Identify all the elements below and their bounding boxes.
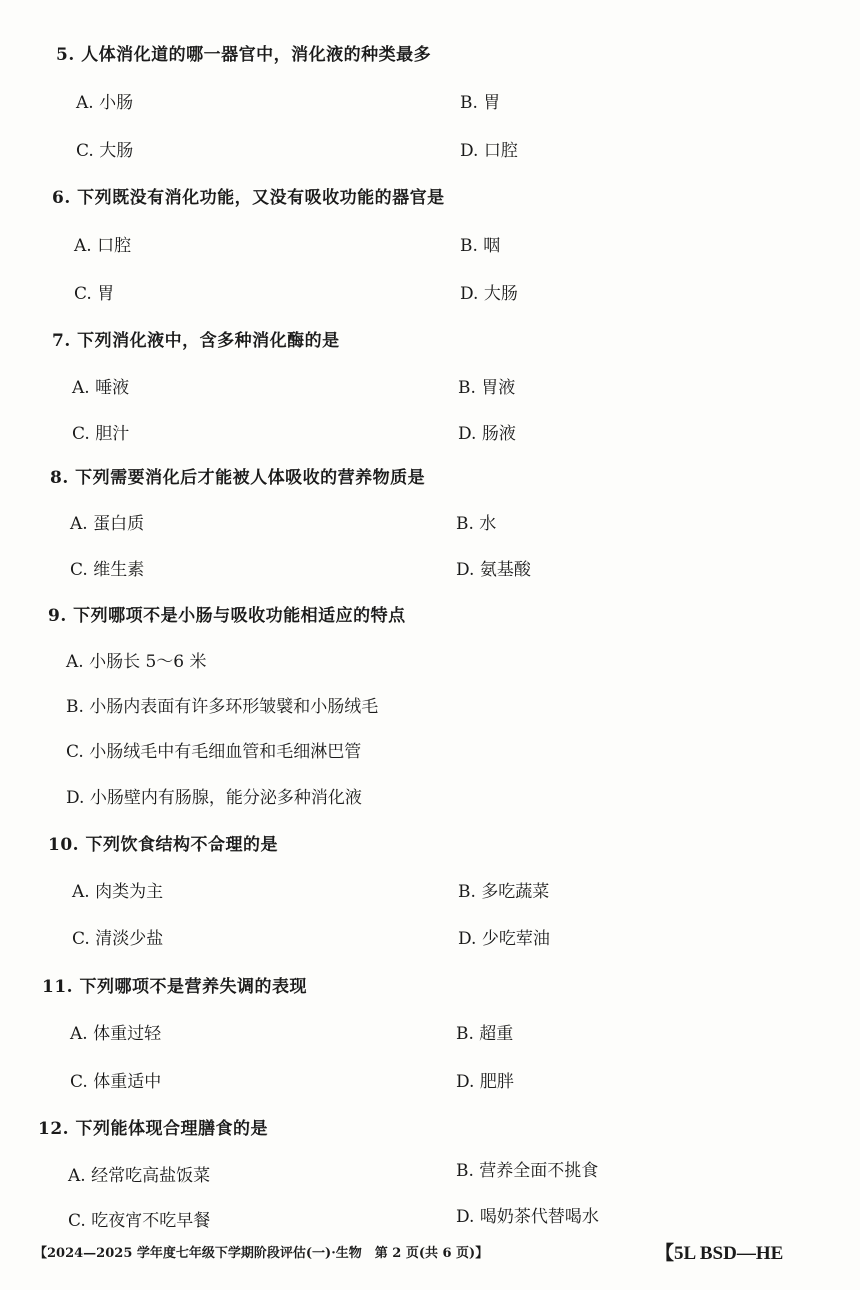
- question-8-option-a: A. 蛋白质: [70, 514, 145, 534]
- question-6-option-b: B. 咽: [460, 236, 501, 256]
- emphasis-text: 有: [147, 188, 165, 208]
- stem-text: 消化功能，又: [164, 188, 270, 208]
- emphasis-text: 不: [143, 606, 161, 626]
- emphasis-text: 没: [129, 188, 148, 208]
- stem-text: 6. 下列既: [52, 188, 130, 208]
- question-8-option-b: B. 水: [456, 514, 497, 534]
- question-10-option-d: D. 少吃荤油: [458, 929, 550, 949]
- emphasis-text: 合: [208, 835, 226, 855]
- question-12-option-d: D. 喝奶茶代替喝水: [456, 1207, 599, 1227]
- question-9-stem: [48, 601, 406, 626]
- question-9-option-c: C. 小肠绒毛中有毛细血管和毛细淋巴管: [66, 742, 362, 762]
- question-8-option-d: D. 氨基酸: [456, 560, 531, 580]
- question-11-option-d: D. 肥胖: [456, 1072, 514, 1092]
- question-10-option-c: C. 清淡少盐: [72, 929, 164, 949]
- question-7-option-c: C. 胆汁: [72, 424, 130, 444]
- emphasis-text: 不: [190, 835, 208, 855]
- emphasis-text: 是: [160, 606, 179, 626]
- question-6-option-c: C. 胃: [74, 284, 115, 304]
- question-9-option-b: B. 小肠内表面有许多环形皱襞和小肠绒毛: [66, 697, 379, 717]
- question-6-stem: [52, 183, 445, 208]
- question-10-stem: [48, 830, 278, 855]
- emphasis-text: 没: [269, 188, 288, 208]
- question-5-option-b: B. 胃: [460, 93, 501, 113]
- question-11-stem: [42, 972, 307, 997]
- stem-text: 的是: [243, 835, 278, 855]
- stem-text: 吸收功能的器官是: [304, 188, 445, 208]
- question-8-stem: 8. 下列需要消化后才能被人体吸收的营养物质是: [50, 468, 426, 488]
- question-8-option-c: C. 维生素: [70, 560, 145, 580]
- question-9-option-a: A. 小肠长 5～6 米: [66, 652, 207, 672]
- emphasis-text: 有: [287, 188, 305, 208]
- question-10-option-b: B. 多吃蔬菜: [458, 882, 550, 902]
- stem-text: 营养失调的表现: [184, 977, 307, 997]
- question-12-option-c: C. 吃夜宵不吃早餐: [68, 1211, 211, 1231]
- stem-text: 9. 下列哪项: [48, 606, 144, 626]
- question-11-option-a: A. 体重过轻: [70, 1024, 162, 1044]
- exam-code: 【5L BSD—HE: [655, 1243, 784, 1264]
- question-7-option-d: D. 肠液: [458, 424, 516, 444]
- question-6-option-a: A. 口腔: [74, 236, 132, 256]
- question-9-option-d: D. 小肠壁内有肠腺，能分泌多种消化液: [66, 788, 362, 808]
- question-7-stem: 7. 下列消化液中，含多种消化酶的是: [52, 331, 340, 351]
- question-5-option-d: D. 口腔: [460, 141, 518, 161]
- stem-text: 11. 下列哪项: [42, 977, 150, 997]
- question-6-option-d: D. 大肠: [460, 284, 518, 304]
- stem-text: 小肠与吸收功能相适应的特点: [178, 606, 406, 626]
- emphasis-text: 不: [149, 977, 167, 997]
- question-11-option-b: B. 超重: [456, 1024, 514, 1044]
- question-12-stem: 12. 下列能体现合理膳食的是: [38, 1119, 268, 1139]
- page-footer: 【2024—2025 学年度七年级下学期阶段评估(一)·生物 第 2 页(共 6 页)】: [34, 1246, 489, 1261]
- question-7-option-a: A. 唾液: [72, 378, 130, 398]
- stem-text: 10. 下列饮食结构: [48, 835, 191, 855]
- question-12-option-a: A. 经常吃高盐饭菜: [68, 1166, 211, 1186]
- question-5-option-a: A. 小肠: [76, 93, 134, 113]
- question-11-option-c: C. 体重适中: [70, 1072, 162, 1092]
- question-10-option-a: A. 肉类为主: [72, 882, 164, 902]
- question-5-option-c: C. 大肠: [76, 141, 134, 161]
- question-7-option-b: B. 胃液: [458, 378, 516, 398]
- question-5-stem: 5. 人体消化道的哪一器官中，消化液的种类最多: [56, 45, 432, 65]
- question-12-option-b: B. 营养全面不挑食: [456, 1161, 599, 1181]
- emphasis-text: 是: [167, 977, 185, 997]
- emphasis-text: 理: [225, 835, 243, 855]
